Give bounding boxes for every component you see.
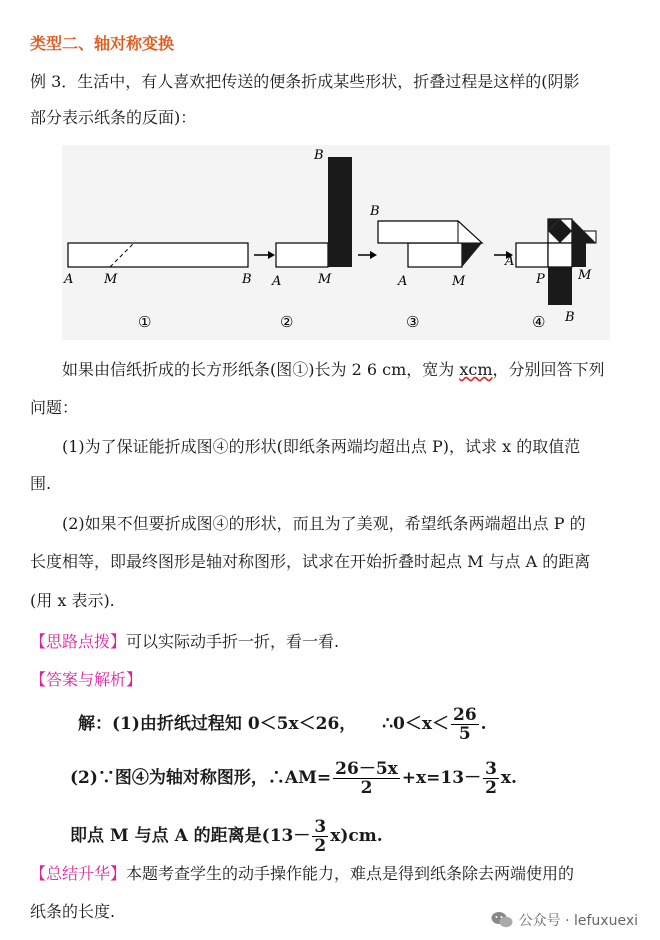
sol1-prefix: 解：(1)由折纸过程知 0＜5x＜26， xyxy=(78,714,357,734)
problem-width: xcm xyxy=(459,360,493,379)
question-2-line-3: (用 x 表示). xyxy=(30,591,115,610)
hint-line xyxy=(30,630,630,654)
answer-tag: 【答案与解析】 xyxy=(30,670,143,689)
label-B4: B xyxy=(565,310,575,325)
summary-text-1: 本题考查学生的动手操作能力，难点是得到纸条除去两端使用的 xyxy=(126,864,575,883)
label-P4: P xyxy=(536,272,545,287)
watermark xyxy=(491,910,638,930)
hint-tag: 【思路点拨】 xyxy=(30,632,127,651)
sol2-prefix: (2)∵图④为轴对称图形，∴AM= xyxy=(70,768,332,788)
step-label-4: ④ xyxy=(532,313,546,331)
problem-line-1 xyxy=(62,358,630,382)
step-label-2: ② xyxy=(280,313,294,331)
label-A2: A xyxy=(272,274,282,289)
label-A3: A xyxy=(398,274,408,289)
watermark-text: 公众号 · lefuxuexi xyxy=(518,913,638,929)
label-B3: B xyxy=(370,204,380,219)
problem-text-a: 如果由信纸折成的长方形纸条(图①)长为 2 6 cm，宽为 xyxy=(62,360,460,379)
label-M4: M xyxy=(578,268,592,283)
label-B1: B xyxy=(242,272,252,287)
label-M2: M xyxy=(318,272,332,287)
sol1-therefore: ∴0＜x＜ xyxy=(382,714,449,734)
label-B2: B xyxy=(314,148,324,163)
wechat-icon xyxy=(491,911,513,929)
solution-line-2: (2)∵图④为轴对称图形，∴AM= $\frac{26-5x}{2}$ +x=13－ $\frac{3}{2}$ x. xyxy=(70,759,517,798)
sol3-prefix: 即点 M 与点 A 的距离是(13－ xyxy=(70,826,311,846)
folding-diagram xyxy=(62,145,610,340)
section-title: 类型二、轴对称变换 xyxy=(30,34,175,53)
question-2-line-2: 长度相等，即最终图形是轴对称图形，试求在开始折叠时起点 M 与点 A 的距离 xyxy=(30,552,591,571)
solution-line-3: 即点 M 与点 A 的距离是(13－ $\frac{3}{2}$ x)cm. xyxy=(70,817,383,856)
sol3-fraction: $\frac{3}{2}$ xyxy=(314,817,327,856)
step-label-3: ③ xyxy=(406,313,420,331)
label-M3: M xyxy=(452,274,466,289)
summary-line-1 xyxy=(30,862,630,886)
example-line-2: 部分表示纸条的反面)： xyxy=(30,108,197,127)
solution-line-1: 解：(1)由折纸过程知 0＜5x＜26， ∴0＜x＜ $\frac{26}{5}$ . xyxy=(78,705,487,744)
sol2-fraction-1: $\frac{26-5x}{2}$ xyxy=(335,759,398,798)
question-1-line-1: (1)为了保证能折成图④的形状(即纸条两端均超出点 P)，试求 x 的取值范 xyxy=(62,437,581,456)
hint-text: 可以实际动手折一折，看一看. xyxy=(126,632,340,651)
sol1-fraction: $\frac{26}{5}$ xyxy=(453,705,477,744)
summary-line-2: 纸条的长度. xyxy=(30,902,116,921)
label-A1: A xyxy=(64,272,74,287)
sol2-fraction-2: $\frac{3}{2}$ xyxy=(485,759,497,798)
question-1-line-2: 围. xyxy=(30,474,52,493)
example-line-1: 例 3．生活中，有人喜欢把传送的便条折成某些形状，折叠过程是这样的(阴影 xyxy=(30,72,580,91)
label-A4: A xyxy=(505,254,515,269)
problem-text-b: ，分别回答下列 xyxy=(492,360,605,379)
step-label-1: ① xyxy=(138,313,152,331)
summary-tag: 【总结升华】 xyxy=(30,864,127,883)
problem-line-2: 问题： xyxy=(30,398,79,417)
label-M1: M xyxy=(104,272,118,287)
question-2-line-1: (2)如果不但要折成图④的形状，而且为了美观，希望纸条两端超出点 P 的 xyxy=(62,514,586,533)
